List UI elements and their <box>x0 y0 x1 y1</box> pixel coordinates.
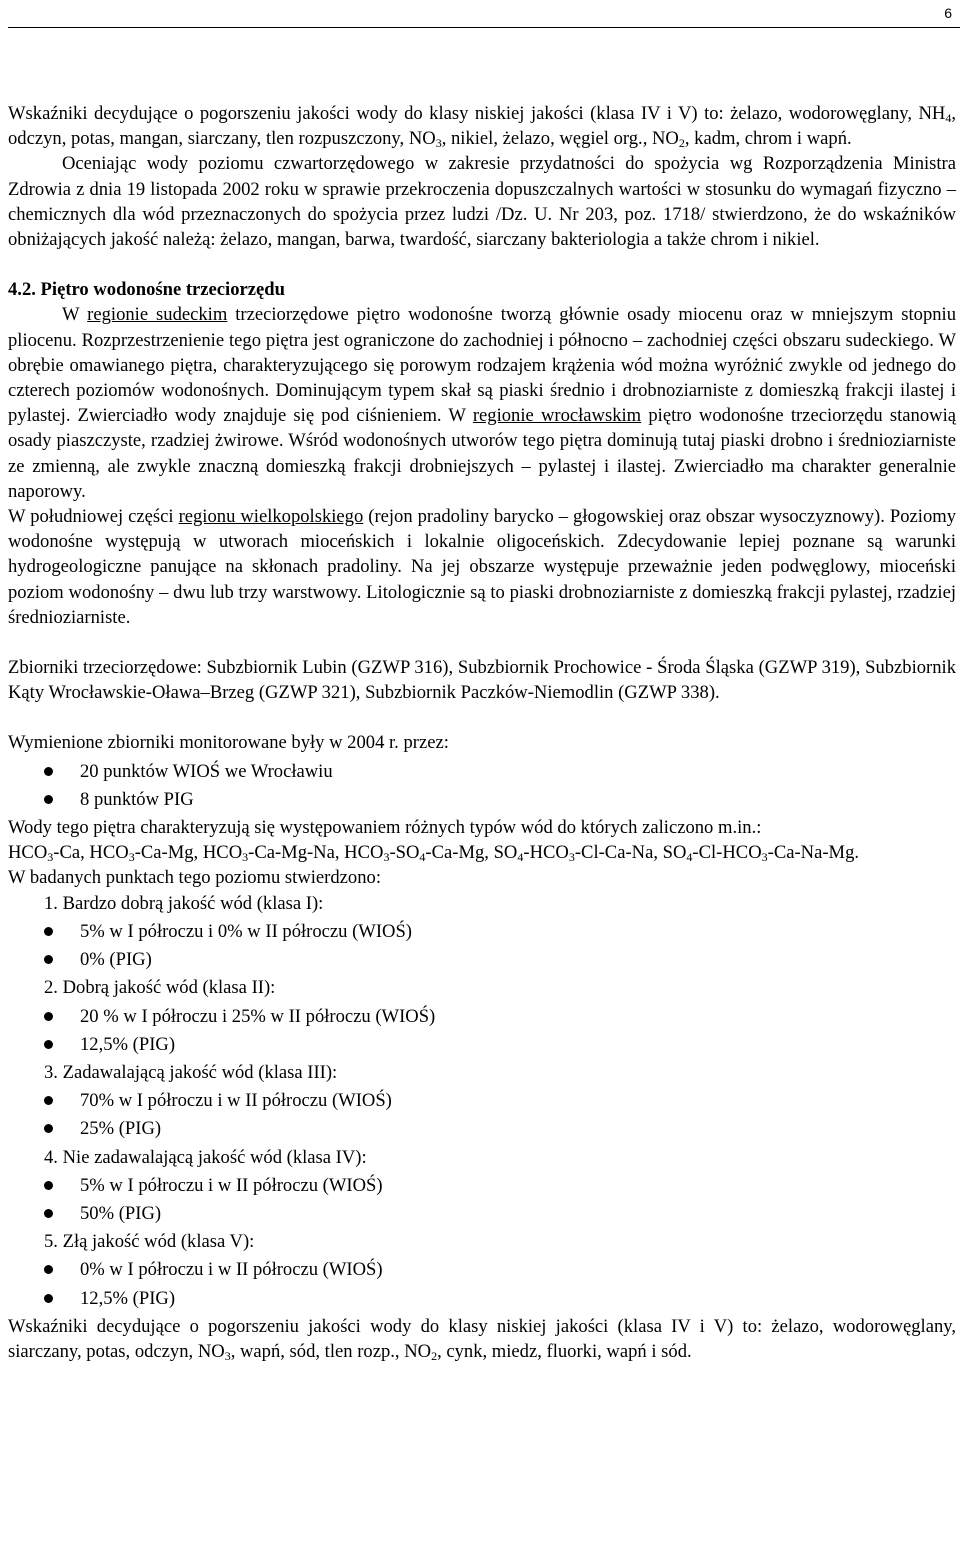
paragraph-indicators-tertiary: Wskaźniki decydujące o pogorszeniu jakości wody do klasy niskiej jakości (klasa IV i V) to: żelazo, wodorowęglany, siarczany, potas, odczyn, $NO_3$, wapń, sód, tlen rozp., $NO_2$, cynk, miedz, fluorki, wapń i sód. <box>8 1315 956 1363</box>
list-item: 20 % w I półroczu i 25% w II półroczu (WIOŚ) <box>8 1004 956 1029</box>
document-body <box>8 101 956 1364</box>
list-item: 5% w I półroczu i 0% w II półroczu (WIOŚ) <box>8 919 956 944</box>
list-item: 5% w I półroczu i w II półroczu (WIOŚ) <box>8 1173 956 1198</box>
paragraph-water-types: Wody tego piętra charakteryzują się występowaniem różnych typów wód do których zaliczono m.in.: <box>8 817 762 839</box>
bullet-icon <box>44 955 53 964</box>
bullet-icon <box>44 1265 53 1274</box>
class-label: 2. Dobrą jakość wód (klasa II): <box>44 977 276 999</box>
page-number: 6 <box>944 5 952 21</box>
bullet-icon <box>44 927 53 936</box>
bullet-icon <box>44 767 53 776</box>
bullet-icon <box>44 1209 53 1218</box>
list-item: 0% (PIG) <box>8 947 956 972</box>
paragraph-reservoirs: Zbiorniki trzeciorzędowe: Subzbiornik Lubin (GZWP 316), Subzbiornik Prochowice - Środa Śląska (GZWP 319), Subzbiornik Kąty Wrocławskie-Oława–Brzeg (GZWP 321), Subzbiornik Paczków-Niemodlin (GZWP 338). <box>8 657 956 704</box>
list-item: 70% w I półroczu i w II półroczu (WIOŚ) <box>8 1088 956 1113</box>
list-item: 12,5% (PIG) <box>8 1032 956 1057</box>
bullet-icon <box>44 1181 53 1190</box>
water-types-formula: $HCO_3-Ca$, $HCO_3-Ca-Mg$, $HCO_3-Ca-Mg-Na$, $HCO_3-SO_4-Ca-Mg$, $SO_4-HCO_3-Cl-Ca-Na$, $SO_4-Cl-HCO_3-Ca-Na-Mg$. <box>8 842 860 865</box>
link-regionie-wroclawskim: regionie wrocławskim <box>472 405 642 427</box>
list-item: 20 punktów WIOŚ we Wrocławiu <box>8 759 956 784</box>
header-rule <box>8 27 960 28</box>
bullet-icon <box>44 1012 53 1021</box>
paragraph-regions: W regionie sudeckim trzeciorzędowe piętro wodonośne tworzą głównie osady miocenu oraz w mniejszym stopniu pliocenu. Rozprzestrzenienie tego piętra jest ograniczone do zachodniej i północno – zachodniej części obszaru sudeckiego. W obrębie omawianego piętra, charakteryzującego się porowym rodzajem krążenia wód można wyróżnić zwykle od jednego do czterech poziomów wodonośnych. Dominującym typem skał są piaski średnio i drobnoziarniste z domieszką frakcji ilastej i pylastej. Zwierciadło wody znajduje się pod ciśnieniem. W regionie wrocławskim piętro wodonośne trzeciorzędu stanowią osady piaszczyste, rzadziej żwirowe. Wśród wodonośnych utworów tego piętra dominują tutaj piaski drobno i średnioziarniste ze zmienną, ale zwykle znaczną domieszką frakcji drobniejszych – pylastej i ilastej. Zwierciadło ma charakter generalnie naporowy. <box>8 304 956 502</box>
bullet-icon <box>44 795 53 804</box>
bullet-icon <box>44 1124 53 1133</box>
list-item: 12,5% (PIG) <box>8 1286 956 1311</box>
class-label: 1. Bardzo dobrą jakość wód (klasa I): <box>44 892 324 914</box>
class-label: 4. Nie zadawalającą jakość wód (klasa IV): <box>44 1146 367 1168</box>
list-item: 0% w I półroczu i w II półroczu (WIOŚ) <box>8 1257 956 1282</box>
class-list <box>8 891 956 1311</box>
monitoring-list <box>8 759 956 812</box>
bullet-icon <box>44 1040 53 1049</box>
list-item: 50% (PIG) <box>8 1201 956 1226</box>
class-label: 5. Złą jakość wód (klasa V): <box>44 1231 255 1253</box>
list-item: 25% (PIG) <box>8 1116 956 1141</box>
paragraph-findings: W badanych punktach tego poziomu stwierdzono: <box>8 867 381 889</box>
class-label: 3. Zadawalającą jakość wód (klasa III): <box>44 1061 338 1083</box>
list-item: 8 punktów PIG <box>8 787 956 812</box>
bullet-icon <box>44 1294 53 1303</box>
link-regionu-wielkopolskiego: regionu wielkopolskiego <box>178 506 364 528</box>
paragraph-assessment: Oceniając wody poziomu czwartorzędowego w zakresie przydatności do spożycia wg Rozporządzenia Ministra Zdrowia z dnia 19 listopada 2002 roku w sprawie przekroczenia dopuszczalnych wartości w stosunku do wymagań fizyczno – chemicznych dla wód przeznaczonych do spożycia przez ludzi /Dz. U. Nr 203, poz. 1718/ stwierdzono, że do wskaźników obniżających jakość należą: żelazo, mangan, barwa, twardość, siarczany bakteriologia a także chrom i nikiel. <box>8 153 956 251</box>
paragraph-monitoring: Wymienione zbiorniki monitorowane były w 2004 r. przez: <box>8 732 449 754</box>
paragraph-wielkopolska: W południowej części regionu wielkopolskiego (rejon pradoliny barycko – głogowskiej oraz obszar wysoczyznowy). Poziomy wodonośne występują w utworach mioceńskich i lokalnie oligoceńskich. Zdecydowanie lepiej poznane są warunki hydrogeologiczne panujące na skłonach pradoliny. Na jej obszarze występuje przeważnie jeden podwęglowy, mioceński poziom wodonośny – dwu lub trzy warstwowy. Litologicznie są to piaski drobnoziarniste z domieszką frakcji pylastej, rzadziej średnioziarniste. <box>8 506 956 628</box>
link-regionie-sudeckim: regionie sudeckim <box>87 304 228 326</box>
bullet-icon <box>44 1096 53 1105</box>
paragraph-indicators: Wskaźniki decydujące o pogorszeniu jakości wody do klasy niskiej jakości (klasa IV i V) to: żelazo, wodorowęglany, $NH_4$, odczyn, potas, mangan, siarczany, tlen rozpuszczony, $NO_3$, nikiel, żelazo, węgiel org., $NO_2$, kadm, chrom i wapń. <box>8 103 956 151</box>
section-heading: 4.2. Piętro wodonośne trzeciorzędu <box>8 279 285 301</box>
